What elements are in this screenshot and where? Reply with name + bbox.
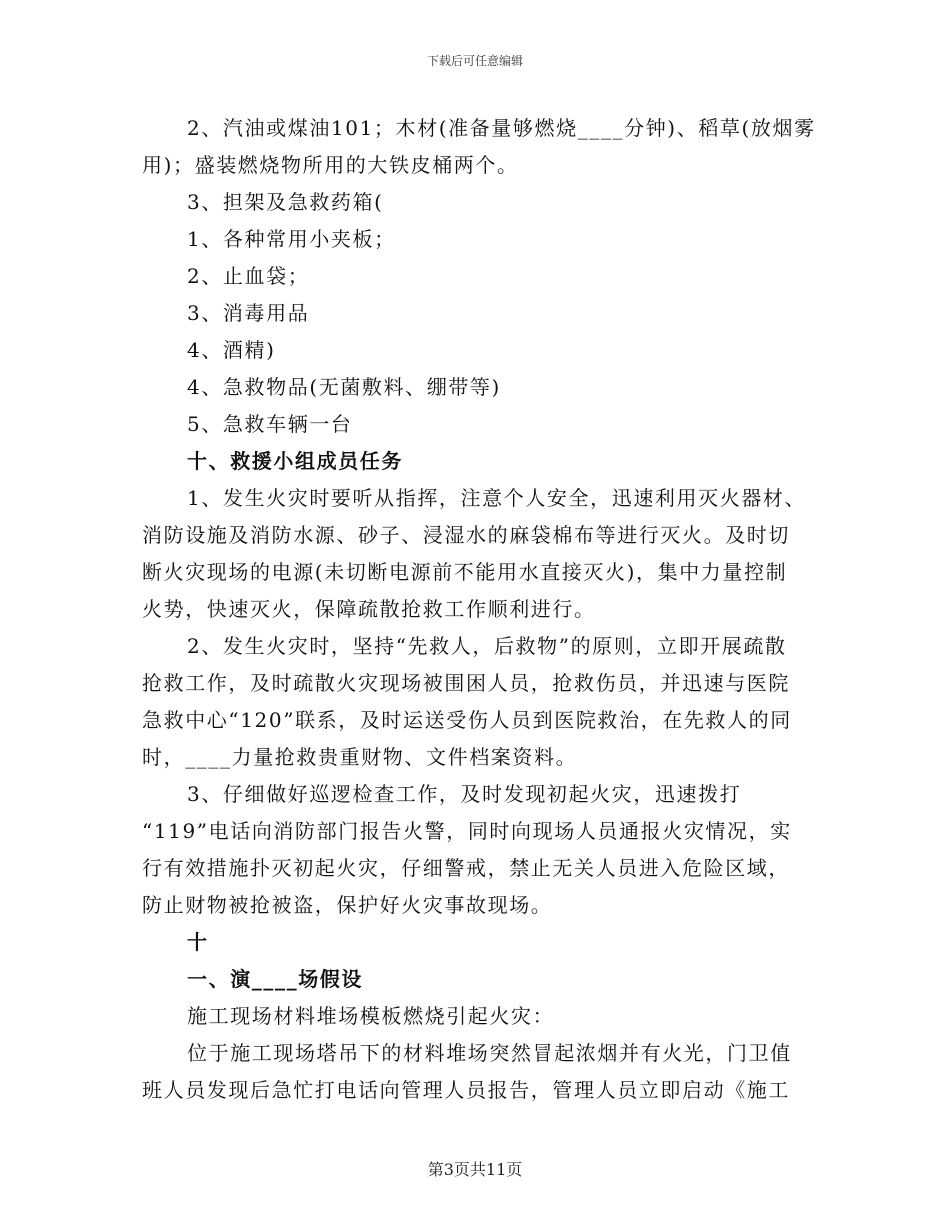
text-line: 2、发生火灾时，坚持“先救人，后救物”的原则，立即开展疏散 — [187, 634, 787, 658]
text-line: 3、担架及急救药箱( — [187, 190, 384, 214]
section-heading: 一、演____场假设 — [187, 967, 363, 991]
text-line: 3、消毒用品 — [187, 301, 310, 325]
text-line: 行有效措施扑灭初起火灾，仔细警戒，禁止无关人员进入危险区域， — [142, 856, 790, 880]
text-line: 断火灾现场的电源(未切断电源前不能用水直接灭火)，集中力量控制 — [142, 560, 788, 584]
text-line: 时，____力量抢救贵重财物、文件档案资料。 — [142, 745, 578, 769]
text-line: 4、急救物品(无菌敷料、绷带等) — [187, 375, 501, 399]
document-body — [142, 110, 816, 1109]
text-line: 5、急救车辆一台 — [187, 412, 353, 436]
text-line: 火势，快速灭火，保障疏散抢救工作顺利进行。 — [142, 597, 596, 621]
text-line: 1、发生火灾时要听从指挥，注意个人安全，迅速利用灭火器材、 — [187, 486, 807, 510]
text-line: “119”电话向消防部门报告火警，同时向现场人员通报火灾情况，实 — [142, 819, 792, 843]
text-line: 抢救工作，及时疏散火灾现场被围困人员，抢救伤员，并迅速与医院 — [142, 671, 790, 695]
text-line: 施工现场材料堆场模板燃烧引起火灾： — [187, 1004, 555, 1028]
section-heading: 十 — [187, 930, 209, 954]
text-line: 2、汽油或煤油101；木材(准备量够燃烧____分钟)、稻草(放烟雾 — [187, 116, 816, 140]
text-line: 用)；盛装燃烧物所用的大铁皮桶两个。 — [142, 153, 519, 177]
text-line: 班人员发现后急忙打电话向管理人员报告，管理人员立即启动《施工 — [142, 1078, 790, 1102]
section-heading: 十、救援小组成员任务 — [187, 449, 403, 473]
text-line: 位于施工现场塔吊下的材料堆场突然冒起浓烟并有火光，门卫值 — [187, 1041, 792, 1065]
text-line: 4、酒精) — [187, 338, 276, 362]
text-line: 2、止血袋； — [187, 264, 310, 288]
text-line: 消防设施及消防水源、砂子、浸湿水的麻袋棉布等进行灭火。及时切 — [142, 523, 790, 547]
text-line: 防止财物被抢被盗，保护好火灾事故现场。 — [142, 893, 553, 917]
page-footer: 第3页共11页 — [427, 1160, 523, 1179]
text-line: 1、各种常用小夹板； — [187, 227, 396, 251]
page-header: 下载后可任意编辑 — [426, 54, 523, 68]
text-line: 急救中心“120”联系，及时运送受伤人员到医院救治，在先救人的同 — [142, 708, 792, 732]
text-line: 3、仔细做好巡逻检查工作，及时发现初起火灾，迅速拨打 — [187, 782, 742, 806]
